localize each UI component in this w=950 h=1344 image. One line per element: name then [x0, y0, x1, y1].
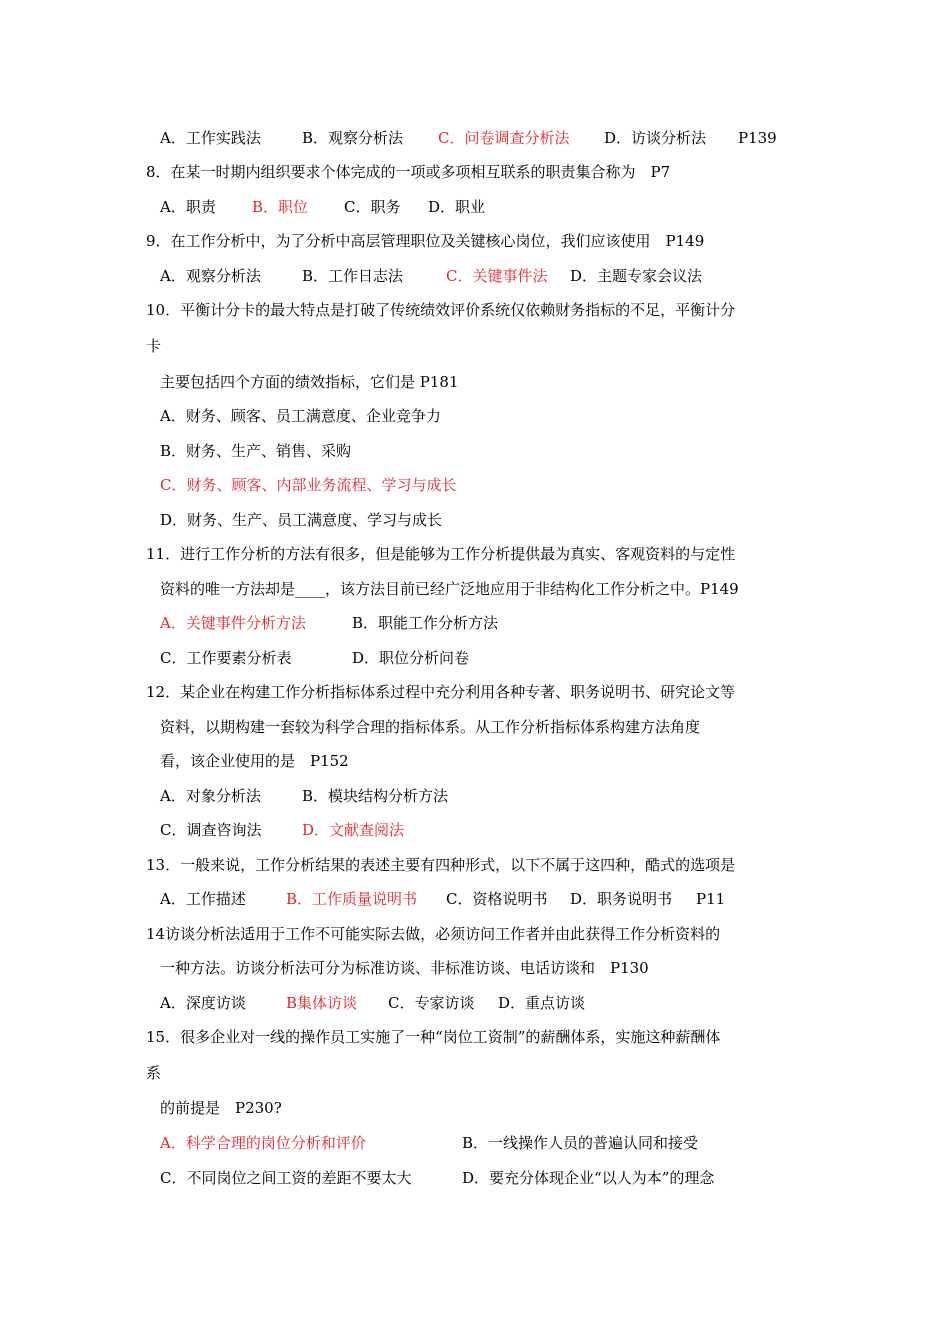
q14-option-d: D．重点访谈 — [498, 994, 586, 1012]
q14-option-c: C．专家访谈 — [388, 994, 475, 1012]
q10-text-line3: 主要包括四个方面的绩效指标，它们是 P181 — [160, 373, 459, 391]
q9-text: 9．在工作分析中，为了分析中高层管理职位及关键核心岗位，我们应该使用 P149 — [146, 232, 705, 250]
q11-text-line2: 资料的唯一方法却是____，该方法目前已经广泛地应用于非结构化工作分析之中。P149 — [160, 580, 739, 598]
q7-page-ref: P139 — [738, 129, 777, 147]
q14-option-b-answer: B集体访谈 — [286, 994, 358, 1012]
q8-option-a: A．职责 — [160, 198, 216, 216]
q12-option-d-answer: D．文献查阅法 — [302, 821, 405, 839]
q15-option-d: D．要充分体现企业“以人为本”的理念 — [462, 1169, 715, 1187]
q9-option-a: A．观察分析法 — [160, 267, 261, 285]
q15-text-line3: 的前提是 P230? — [160, 1099, 282, 1117]
q12-option-c: C．调查咨询法 — [160, 821, 262, 839]
q15-text-line2: 系 — [146, 1064, 162, 1082]
q10-option-c-answer: C．财务、顾客、内部业务流程、学习与成长 — [160, 476, 457, 494]
q10-option-d: D．财务、生产、员工满意度、学习与成长 — [160, 511, 443, 529]
q15-text-line1: 15．很多企业对一线的操作员工实施了一种“岗位工资制”的薪酬体系，实施这种薪酬体 — [146, 1028, 721, 1046]
q9-option-b: B．工作日志法 — [302, 267, 404, 285]
q13-option-d: D．职务说明书 — [570, 890, 673, 908]
q7-option-b: B．观察分析法 — [302, 129, 404, 147]
q8-text: 8．在某一时期内组织要求个体完成的一项或多项相互联系的职责集合称为 P7 — [146, 163, 671, 181]
q11-option-a-answer: A．关键事件分析方法 — [160, 614, 306, 632]
q14-option-a: A．深度访谈 — [160, 994, 246, 1012]
q10-text-line2: 卡 — [146, 337, 162, 355]
q13-option-b-answer: B．工作质量说明书 — [286, 890, 418, 908]
q13-page-ref: P11 — [696, 890, 726, 908]
q15-option-c: C．不同岗位之间工资的差距不要太大 — [160, 1169, 412, 1187]
q15-option-a-answer: A．科学合理的岗位分析和评价 — [160, 1134, 366, 1152]
q9-option-d: D．主题专家会议法 — [570, 267, 703, 285]
q12-text-line1: 12．某企业在构建工作分析指标体系过程中充分利用各种专著、职务说明书、研究论文等 — [146, 683, 736, 701]
q8-option-d: D．职业 — [428, 198, 486, 216]
q13-option-a: A．工作描述 — [160, 890, 246, 908]
q11-text-line1: 11．进行工作分析的方法有很多，但是能够为工作分析提供最为真实、客观资料的与定性 — [146, 545, 736, 563]
q13-text: 13．一般来说，工作分析结果的表述主要有四种形式，以下不属于这四种，酷式的选项是 — [146, 856, 736, 874]
q14-text-line2: 一种方法。访谈分析法可分为标准访谈、非标准访谈、电话访谈和 P130 — [160, 959, 649, 977]
q15-option-b: B．一线操作人员的普遍认同和接受 — [462, 1134, 699, 1152]
q11-option-c: C．工作要素分析表 — [160, 649, 292, 667]
q14-text-line1: 14访谈分析法适用于工作不可能实际去做，必须访问工作者并由此获得工作分析资料的 — [146, 925, 721, 943]
q8-option-c: C．职务 — [344, 198, 401, 216]
q9-option-c-answer: C．关键事件法 — [446, 267, 548, 285]
q12-option-a: A．对象分析法 — [160, 787, 261, 805]
q8-option-b-answer: B．职位 — [252, 198, 309, 216]
q12-text-line3: 看，该企业使用的是 P152 — [160, 752, 349, 770]
q13-option-c: C．资格说明书 — [446, 890, 548, 908]
q12-text-line2: 资料，以期构建一套较为科学合理的指标体系。从工作分析指标体系构建方法角度 — [160, 718, 701, 736]
q7-option-d: D．访谈分析法 — [604, 129, 707, 147]
q11-option-b: B．职能工作分析方法 — [352, 614, 499, 632]
q10-option-a: A．财务、顾客、员工满意度、企业竞争力 — [160, 407, 441, 425]
q7-option-c-answer: C．问卷调查分析法 — [438, 129, 570, 147]
q11-option-d: D．职位分析问卷 — [352, 649, 470, 667]
q10-text-line1: 10．平衡计分卡的最大特点是打破了传统绩效评价系统仅依赖财务指标的不足，平衡计分 — [146, 301, 736, 319]
q10-option-b: B．财务、生产、销售、采购 — [160, 442, 352, 460]
q12-option-b: B．模块结构分析方法 — [302, 787, 449, 805]
q7-option-a: A．工作实践法 — [160, 129, 261, 147]
